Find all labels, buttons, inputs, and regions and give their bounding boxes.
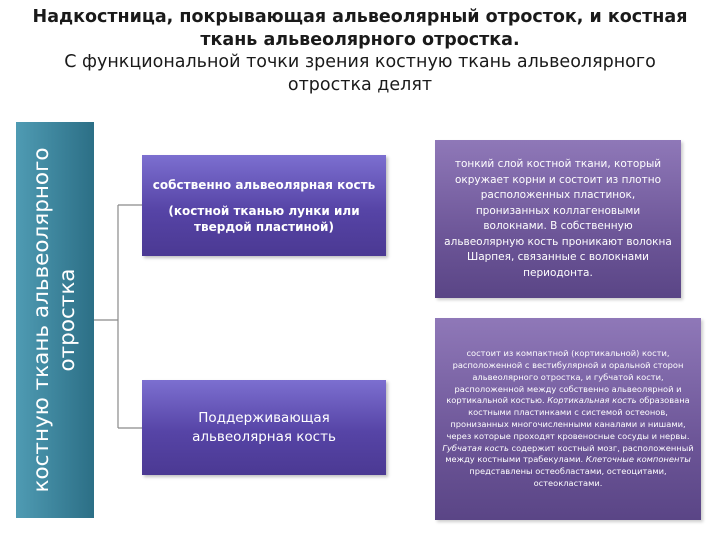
description-part: представлены остеобластами, остеоцитами, остеокластами.	[469, 466, 667, 488]
description-box-supporting-alveolar-bone	[435, 318, 701, 520]
description-text: тонкий слой костной ткани, который окружает корни и состоит из плотно расположенных пластинок, пронизанных коллагеновыми волокнами. В собственную альвеолярную кость проникают волокна Шарпея, связанные с волокнами периодонта.	[444, 158, 672, 279]
description-part: содержит костный мозг, расположенный между костными трабекулами.	[445, 442, 694, 465]
title-line-2: С функциональной точки зрения костную ткань альвеолярного отростка делят	[64, 52, 656, 95]
description-part: образована костными пластинками с системой остеонов, пронизанных многочисленными каналами и нишами, через которые проходят кровеносные сосуды и нервы.	[446, 395, 690, 441]
description-text	[441, 348, 695, 490]
description-box-proper-alveolar-bone	[435, 140, 681, 298]
description-term-cortical: Кортикальная кость	[547, 395, 637, 406]
category-sublabel: (костной тканью лунки или твердой пластиной)	[168, 203, 360, 234]
category-label: Поддерживающая альвеолярная кость	[192, 409, 336, 445]
category-box-proper-alveolar-bone	[142, 155, 386, 256]
category-box-supporting-alveolar-bone	[142, 380, 386, 475]
root-category-label: костную ткань альвеолярного отростка	[29, 147, 80, 493]
description-term-spongy: Губчатая кость	[442, 442, 509, 453]
title-line-1: Надкостница, покрывающая альвеолярный отросток, и костная ткань альвеолярного отростка.	[32, 7, 688, 50]
category-label: собственно альвеолярная кость	[152, 177, 376, 192]
description-part: состоит из компактной (кортикальной) кости, расположенной с вестибулярной и оральной сторон альвеолярного отростка, и губчатой кости, расположенной между собственно альвеолярной и кортикальной костью.	[446, 348, 684, 406]
description-term-cellular: Клеточные компоненты	[585, 454, 691, 465]
